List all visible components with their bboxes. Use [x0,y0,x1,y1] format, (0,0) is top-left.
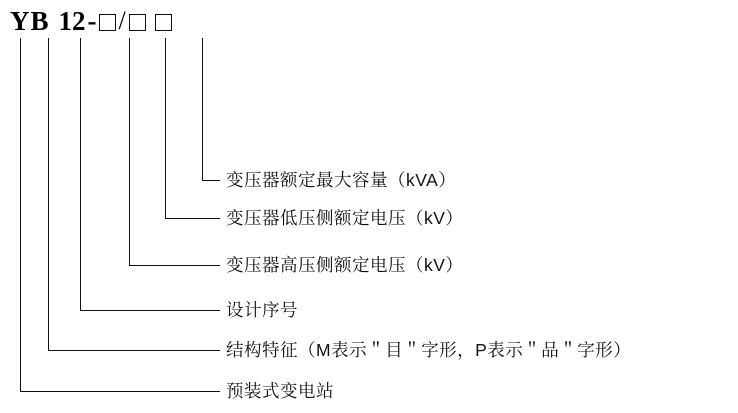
label-structure-feature: 结构特征（M表示＂目＂字形，P表示＂品＂字形） [226,340,632,360]
leader-line-lv-vertical [165,38,166,218]
label-product-name: 预装式变电站 [226,381,334,401]
leader-line-lv-horizontal [165,218,220,219]
code-slash: / [118,6,126,35]
leader-line-product-vertical [20,38,21,391]
leader-line-hv-vertical [129,38,130,265]
code-number: 12 [58,5,86,36]
code-dash: - [87,5,97,36]
label-lv-voltage: 变压器低压侧额定电压（kV） [226,208,464,228]
code-box-capacity [155,14,172,31]
leader-line-capacity-horizontal [202,180,220,181]
label-design-serial: 设计序号 [226,300,298,320]
leader-line-hv-horizontal [129,265,220,266]
model-code [10,4,172,38]
leader-line-design-horizontal [80,310,220,311]
code-letters: YB [10,5,50,36]
leader-line-structure-vertical [48,38,49,350]
label-hv-voltage: 变压器高压侧额定电压（kV） [226,255,464,275]
code-box-hv [99,14,116,31]
code-box-lv [129,14,146,31]
leader-line-design-vertical [80,38,81,310]
leader-line-structure-horizontal [48,350,220,351]
label-capacity: 变压器额定最大容量（kVA） [226,170,457,190]
leader-line-product-horizontal [20,391,220,392]
leader-line-capacity-vertical [202,38,203,180]
